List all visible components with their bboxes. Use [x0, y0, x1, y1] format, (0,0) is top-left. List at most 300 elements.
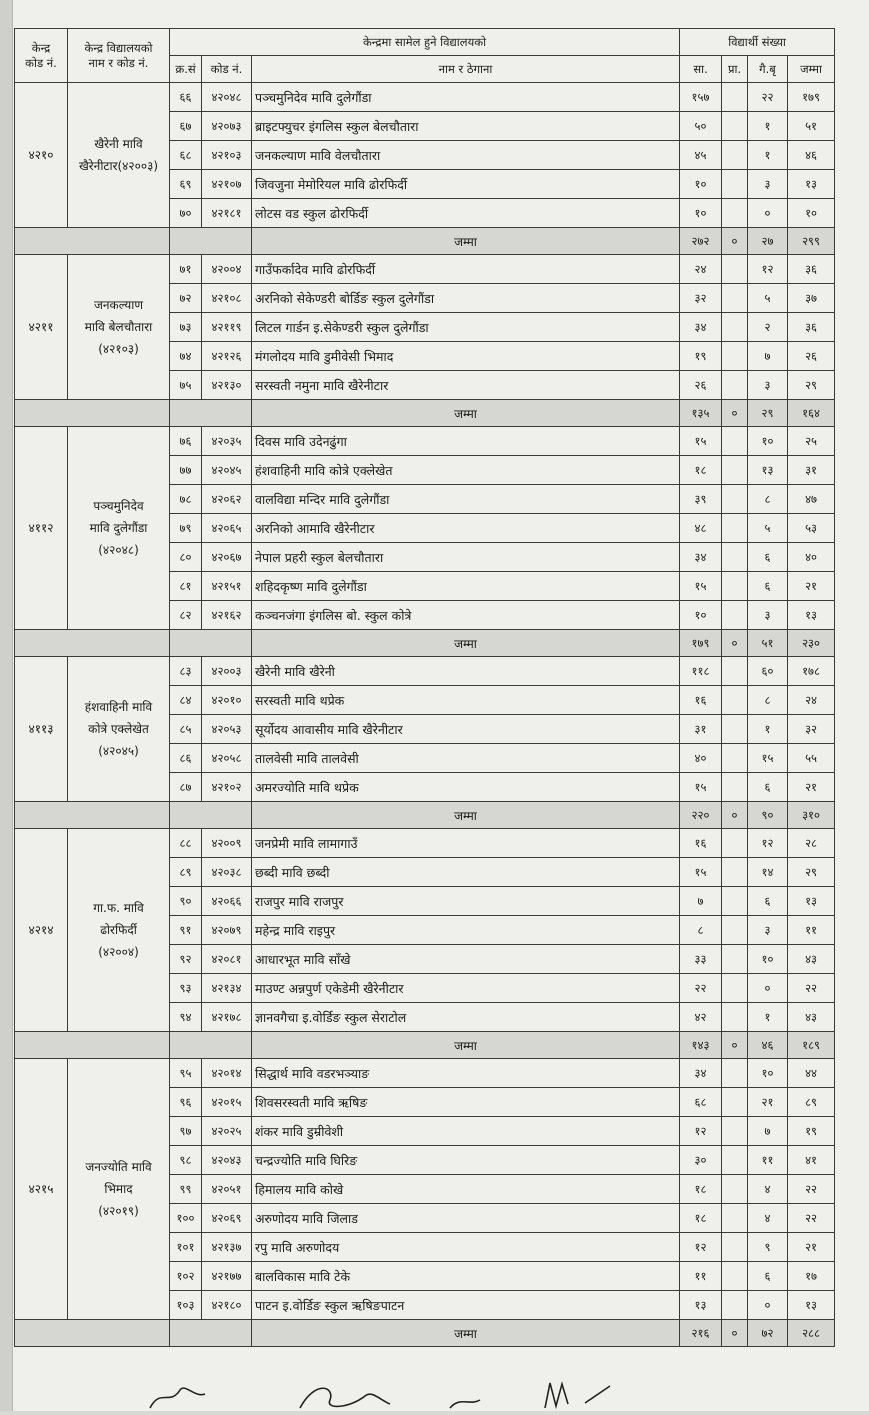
row-total: २१ — [788, 1233, 835, 1262]
total-label: जम्मा — [252, 400, 680, 427]
row-pra — [722, 1233, 748, 1262]
row-gabi: ६ — [748, 572, 788, 601]
row-school-name: हिमालय मावि कोखे — [252, 1175, 680, 1204]
row-sa: १० — [680, 170, 722, 199]
row-total: ३६ — [788, 313, 835, 342]
row-pra — [722, 1262, 748, 1291]
row-gabi: ५ — [748, 284, 788, 313]
row-gabi: ३ — [748, 601, 788, 630]
row-code: ४२०६९ — [202, 1204, 252, 1233]
row-school-name: माउण्ट अन्नपुर्ण एकेडेमी खैरेनीटार — [252, 974, 680, 1003]
row-school-name: सिद्धार्थ मावि वडरभञ्याङ — [252, 1059, 680, 1088]
row-school-name: ज्ञानवगैचा इ.वोर्डिङ स्कुल सेराटोल — [252, 1003, 680, 1032]
row-school-name: आधारभूत मावि साँखे — [252, 945, 680, 974]
row-sn: ८२ — [170, 601, 202, 630]
row-total: ५५ — [788, 744, 835, 773]
row-code: ४२०३५ — [202, 427, 252, 456]
row-sa: ३९ — [680, 485, 722, 514]
row-school-name: शहिदकृष्ण मावि दुलेगौंडा — [252, 572, 680, 601]
row-sn: ८१ — [170, 572, 202, 601]
kendra-name-line: (४२०१९) — [98, 1204, 139, 1218]
row-total: ३७ — [788, 284, 835, 313]
row-sa: ११८ — [680, 657, 722, 686]
kendra-name-line: जनकल्याण — [93, 298, 143, 312]
row-gabi: १५ — [748, 744, 788, 773]
header-row-1 — [15, 29, 835, 56]
signature-mark-2 — [300, 1388, 390, 1408]
row-total: ५१ — [788, 112, 835, 141]
row-gabi: ६० — [748, 657, 788, 686]
row-total: १३ — [788, 170, 835, 199]
row-sn: ६६ — [170, 83, 202, 112]
row-sn: १०० — [170, 1204, 202, 1233]
header-kendra-code: केन्द्र कोड नं. — [15, 29, 68, 83]
row-code: ४२११९ — [202, 313, 252, 342]
row-sn: ९० — [170, 887, 202, 916]
row-sn: १०३ — [170, 1291, 202, 1320]
kendra-name-line: कोत्रे एक्लेखेत — [88, 722, 149, 736]
row-code: ४२०३८ — [202, 858, 252, 887]
row-sn: ९७ — [170, 1117, 202, 1146]
row-sa: १९ — [680, 342, 722, 371]
row-gabi: ६ — [748, 773, 788, 802]
row-school-name: खैरेनी मावि खैरेनी — [252, 657, 680, 686]
row-total: ३२ — [788, 715, 835, 744]
row-total: १३ — [788, 1291, 835, 1320]
row-gabi: ९ — [748, 1233, 788, 1262]
row-total: २१ — [788, 572, 835, 601]
total-total: १८९ — [788, 1032, 835, 1059]
row-pra — [722, 829, 748, 858]
row-gabi: १३ — [748, 456, 788, 485]
row-code: ४२०५१ — [202, 1175, 252, 1204]
row-gabi: १ — [748, 715, 788, 744]
row-sn: ९८ — [170, 1146, 202, 1175]
row-sa: १० — [680, 601, 722, 630]
row-sn: ८८ — [170, 829, 202, 858]
row-pra — [722, 715, 748, 744]
row-sn: ७८ — [170, 485, 202, 514]
row-code: ४२०६२ — [202, 485, 252, 514]
row-pra — [722, 371, 748, 400]
row-sa: ३४ — [680, 543, 722, 572]
header-code: कोड नं. — [202, 56, 252, 83]
header-name-address: नाम र ठेगाना — [252, 56, 680, 83]
total-label: जम्मा — [252, 228, 680, 255]
row-gabi: १२ — [748, 829, 788, 858]
table-row — [15, 83, 835, 112]
row-code: ४२०६५ — [202, 514, 252, 543]
total-label: जम्मा — [252, 1320, 680, 1347]
row-pra — [722, 543, 748, 572]
row-pra — [722, 858, 748, 887]
row-pra — [722, 199, 748, 228]
header-sa: सा. — [680, 56, 722, 83]
row-code: ४२०५३ — [202, 715, 252, 744]
row-sn: ८५ — [170, 715, 202, 744]
row-code: ४२१८१ — [202, 199, 252, 228]
row-code: ४२०७३ — [202, 112, 252, 141]
kendra-name — [68, 657, 170, 802]
header-schools-group: केन्द्रमा सामेल हुने विद्यालयको — [170, 29, 680, 56]
row-sn: ७६ — [170, 427, 202, 456]
row-pra — [722, 1291, 748, 1320]
kendra-code: ४११३ — [15, 657, 68, 802]
row-total: ४१ — [788, 1146, 835, 1175]
row-code: ४२०४३ — [202, 1146, 252, 1175]
row-total: ५३ — [788, 514, 835, 543]
total-total: २३० — [788, 630, 835, 657]
row-total: ४६ — [788, 141, 835, 170]
row-total: १७ — [788, 1262, 835, 1291]
row-gabi: ६ — [748, 543, 788, 572]
row-pra — [722, 112, 748, 141]
row-pra — [722, 887, 748, 916]
row-pra — [722, 1088, 748, 1117]
row-total: ४४ — [788, 1059, 835, 1088]
row-sa: १६ — [680, 829, 722, 858]
row-total: २८ — [788, 829, 835, 858]
row-code: ४२१७७ — [202, 1262, 252, 1291]
row-sn: ७४ — [170, 342, 202, 371]
row-sa: १६ — [680, 686, 722, 715]
total-pra: ० — [722, 1032, 748, 1059]
row-code: ४२०४८ — [202, 83, 252, 112]
row-sn: ९३ — [170, 974, 202, 1003]
row-pra — [722, 514, 748, 543]
row-pra — [722, 657, 748, 686]
row-pra — [722, 170, 748, 199]
row-sa: १५ — [680, 858, 722, 887]
total-gabi: ४६ — [748, 1032, 788, 1059]
total-row-blank — [15, 630, 170, 657]
row-pra — [722, 427, 748, 456]
row-gabi: ७ — [748, 342, 788, 371]
row-total: ११ — [788, 916, 835, 945]
kendra-name — [68, 255, 170, 400]
row-pra — [722, 974, 748, 1003]
total-row-blank — [15, 802, 170, 829]
kendra-name-line: भिमाद — [104, 1182, 133, 1196]
row-pra — [722, 916, 748, 945]
kendra-name-line: ढोरफिर्दी — [100, 923, 137, 937]
row-sn: ९२ — [170, 945, 202, 974]
signature-mark-4 — [545, 1383, 610, 1408]
row-code: ४२०५८ — [202, 744, 252, 773]
row-sn: ६८ — [170, 141, 202, 170]
row-code: ४२१०३ — [202, 141, 252, 170]
total-label: जम्मा — [252, 1032, 680, 1059]
row-sa: ६८ — [680, 1088, 722, 1117]
total-row-blank — [15, 1032, 170, 1059]
kendra-name-line: पञ्चमुनिदेव — [93, 499, 144, 513]
row-gabi: ० — [748, 974, 788, 1003]
row-school-name: जनप्रेमी मावि लामागाउँ — [252, 829, 680, 858]
row-pra — [722, 1117, 748, 1146]
row-sn: ७१ — [170, 255, 202, 284]
row-sn: १०२ — [170, 1262, 202, 1291]
row-code: ४२०८१ — [202, 945, 252, 974]
row-pra — [722, 601, 748, 630]
row-total: ३१ — [788, 456, 835, 485]
table-row — [15, 427, 835, 456]
total-row — [15, 1032, 835, 1059]
row-code: ४२०१५ — [202, 1088, 252, 1117]
row-school-name: अरनिको आमावि खैरेनीटार — [252, 514, 680, 543]
kendra-name-line: मावि दुलेगौंडा — [89, 521, 148, 535]
row-sn: ९५ — [170, 1059, 202, 1088]
kendra-name-line: मावि बेलचौतारा — [84, 320, 153, 334]
row-sn: १०१ — [170, 1233, 202, 1262]
total-pra: ० — [722, 228, 748, 255]
row-gabi: ० — [748, 199, 788, 228]
row-school-name: नेपाल प्रहरी स्कुल बेलचौतारा — [252, 543, 680, 572]
row-sn: ७३ — [170, 313, 202, 342]
total-gabi: ७२ — [748, 1320, 788, 1347]
total-row-blank — [170, 802, 252, 829]
row-sn: ६७ — [170, 112, 202, 141]
row-school-name: सूर्योदय आवासीय मावि खैरेनीटार — [252, 715, 680, 744]
row-code: ४२१०८ — [202, 284, 252, 313]
kendra-name-line: (४२०४८) — [98, 543, 139, 557]
table-row — [15, 657, 835, 686]
row-gabi: १ — [748, 1003, 788, 1032]
row-school-name: वालविद्या मन्दिर मावि दुलेगौंडा — [252, 485, 680, 514]
row-sa: १३ — [680, 1291, 722, 1320]
row-total: २२ — [788, 1204, 835, 1233]
total-total: १६४ — [788, 400, 835, 427]
row-sn: ७० — [170, 199, 202, 228]
kendra-code: ४२११ — [15, 255, 68, 400]
row-gabi: २ — [748, 313, 788, 342]
row-total: १३ — [788, 887, 835, 916]
row-total: ३६ — [788, 255, 835, 284]
total-row-blank — [170, 400, 252, 427]
row-sn: ७९ — [170, 514, 202, 543]
kendra-name-line: (४२००४) — [98, 945, 139, 959]
row-pra — [722, 255, 748, 284]
row-pra — [722, 284, 748, 313]
kendra-name-line: हंशवाहिनी मावि — [84, 700, 153, 714]
row-sn: ८९ — [170, 858, 202, 887]
row-gabi: ८ — [748, 485, 788, 514]
row-total: १७९ — [788, 83, 835, 112]
row-pra — [722, 456, 748, 485]
row-code: ४२०१० — [202, 686, 252, 715]
total-sa: १७९ — [680, 630, 722, 657]
row-sa: ४५ — [680, 141, 722, 170]
row-sa: ५० — [680, 112, 722, 141]
row-total: ४३ — [788, 1003, 835, 1032]
table-row — [15, 255, 835, 284]
row-school-name: अरनिको सेकेण्डरी बोर्डिङ स्कुल दुलेगौंडा — [252, 284, 680, 313]
row-gabi: १० — [748, 1059, 788, 1088]
header-gabi: गै.बृ — [748, 56, 788, 83]
row-school-name: छब्दी मावि छब्दी — [252, 858, 680, 887]
total-row — [15, 630, 835, 657]
row-sa: १५ — [680, 773, 722, 802]
total-sa: २२० — [680, 802, 722, 829]
kendra-name — [68, 1059, 170, 1320]
kendra-name — [68, 829, 170, 1032]
row-gabi: ३ — [748, 916, 788, 945]
kendra-code: ४२१५ — [15, 1059, 68, 1320]
total-total: ३१० — [788, 802, 835, 829]
total-pra: ० — [722, 1320, 748, 1347]
row-gabi: ८ — [748, 686, 788, 715]
table-row — [15, 829, 835, 858]
row-code: ४२०२५ — [202, 1117, 252, 1146]
row-school-name: ब्राइटफ्युचर इंगलिस स्कुल बेलचौतारा — [252, 112, 680, 141]
row-school-name: शंकर मावि डुम्रीवेशी — [252, 1117, 680, 1146]
row-code: ४२१३० — [202, 371, 252, 400]
kendra-code: ४११२ — [15, 427, 68, 630]
row-sa: ८ — [680, 916, 722, 945]
total-gabi: ५१ — [748, 630, 788, 657]
row-sn: ८४ — [170, 686, 202, 715]
row-school-name: हंशवाहिनी मावि कोत्रे एक्लेखेत — [252, 456, 680, 485]
row-total: २१ — [788, 773, 835, 802]
row-sn: ७२ — [170, 284, 202, 313]
row-code: ४२१६२ — [202, 601, 252, 630]
row-code: ४२०७९ — [202, 916, 252, 945]
row-total: २२ — [788, 974, 835, 1003]
row-total: १३ — [788, 601, 835, 630]
row-code: ४२००३ — [202, 657, 252, 686]
row-gabi: २१ — [748, 1088, 788, 1117]
row-school-name: शिवसरस्वती मावि ऋषिङ — [252, 1088, 680, 1117]
row-total: १० — [788, 199, 835, 228]
total-row-blank — [170, 1032, 252, 1059]
row-total: ४० — [788, 543, 835, 572]
row-gabi: ३ — [748, 371, 788, 400]
total-label: जम्मा — [252, 630, 680, 657]
row-school-name: रपु मावि अरुणोदय — [252, 1233, 680, 1262]
row-total: २९ — [788, 858, 835, 887]
row-school-name: जिवजुना मेमोरियल मावि ढोरफिर्दी — [252, 170, 680, 199]
row-total: १७८ — [788, 657, 835, 686]
kendra-name-line: खैरेनीटार(४२००३) — [78, 159, 159, 173]
total-row-blank — [15, 400, 170, 427]
header-students-group: विद्यार्थी संख्या — [680, 29, 835, 56]
total-sa: २१६ — [680, 1320, 722, 1347]
row-code: ४२००९ — [202, 829, 252, 858]
row-gabi: १ — [748, 112, 788, 141]
total-pra: ० — [722, 630, 748, 657]
total-pra: ० — [722, 400, 748, 427]
row-sn: ८६ — [170, 744, 202, 773]
row-school-name: लिटल गार्डन इ.सेकेण्डरी स्कुल दुलेगौंडा — [252, 313, 680, 342]
row-pra — [722, 1059, 748, 1088]
table-row — [15, 1059, 835, 1088]
total-row-blank — [170, 630, 252, 657]
row-code: ४२००४ — [202, 255, 252, 284]
row-sa: ३४ — [680, 313, 722, 342]
total-gabi: ९० — [748, 802, 788, 829]
row-total: ४३ — [788, 945, 835, 974]
row-gabi: ११ — [748, 1146, 788, 1175]
kendra-name — [68, 83, 170, 228]
row-gabi: ३ — [748, 170, 788, 199]
row-sa: १२ — [680, 1233, 722, 1262]
row-sa: १० — [680, 199, 722, 228]
row-sa: २२ — [680, 974, 722, 1003]
row-pra — [722, 744, 748, 773]
row-total: २२ — [788, 1175, 835, 1204]
row-pra — [722, 342, 748, 371]
row-sn: ७७ — [170, 456, 202, 485]
total-row-blank — [15, 228, 170, 255]
row-school-name: अमरज्योति मावि थप्रेक — [252, 773, 680, 802]
row-sa: १५ — [680, 572, 722, 601]
row-sa: ४० — [680, 744, 722, 773]
row-sa: १५ — [680, 427, 722, 456]
row-code: ४२०१४ — [202, 1059, 252, 1088]
total-row — [15, 228, 835, 255]
row-school-name: अरुणोदय मावि जिलाड — [252, 1204, 680, 1233]
total-sa: १३५ — [680, 400, 722, 427]
total-sa: २७२ — [680, 228, 722, 255]
total-label: जम्मा — [252, 802, 680, 829]
row-school-name: बालविकास मावि टेके — [252, 1262, 680, 1291]
kendra-name-line: गा.फ. मावि — [93, 901, 144, 915]
row-total: २९ — [788, 371, 835, 400]
header-total: जम्मा — [788, 56, 835, 83]
row-sa: ३० — [680, 1146, 722, 1175]
row-sa: १८ — [680, 1204, 722, 1233]
row-school-name: पाटन इ.वोर्डिङ स्कुल ऋषिङपाटन — [252, 1291, 680, 1320]
row-gabi: १ — [748, 141, 788, 170]
row-sa: १८ — [680, 1175, 722, 1204]
row-school-name: जनकल्याण मावि वेलचौतारा — [252, 141, 680, 170]
total-row — [15, 400, 835, 427]
row-code: ४२१५१ — [202, 572, 252, 601]
kendra-name-line: (४२०४५) — [98, 744, 139, 758]
row-pra — [722, 485, 748, 514]
row-school-name: कञ्चनजंगा इंगलिस बो. स्कुल कोत्रे — [252, 601, 680, 630]
row-gabi: ४ — [748, 1175, 788, 1204]
row-sa: १२ — [680, 1117, 722, 1146]
kendra-name-line: जनज्योति मावि — [85, 1160, 152, 1174]
kendra-code: ४२१४ — [15, 829, 68, 1032]
row-pra — [722, 773, 748, 802]
total-row — [15, 802, 835, 829]
signature-mark-1 — [150, 1388, 205, 1408]
row-sa: २६ — [680, 371, 722, 400]
row-total: १९ — [788, 1117, 835, 1146]
row-pra — [722, 141, 748, 170]
kendra-code: ४२१० — [15, 83, 68, 228]
row-code: ४२०६६ — [202, 887, 252, 916]
row-sa: ४८ — [680, 514, 722, 543]
row-gabi: १४ — [748, 858, 788, 887]
row-gabi: १० — [748, 945, 788, 974]
row-sa: ७ — [680, 887, 722, 916]
row-pra — [722, 313, 748, 342]
total-row-blank — [15, 1320, 170, 1347]
row-sa: ४२ — [680, 1003, 722, 1032]
row-school-name: चन्द्रज्योति मावि घिरिङ — [252, 1146, 680, 1175]
row-pra — [722, 1204, 748, 1233]
total-total: २८८ — [788, 1320, 835, 1347]
row-pra — [722, 572, 748, 601]
row-sn: ९१ — [170, 916, 202, 945]
total-row-blank — [170, 1320, 252, 1347]
row-code: ४२१०२ — [202, 773, 252, 802]
row-sn: ९४ — [170, 1003, 202, 1032]
row-pra — [722, 1003, 748, 1032]
row-gabi: ० — [748, 1291, 788, 1320]
